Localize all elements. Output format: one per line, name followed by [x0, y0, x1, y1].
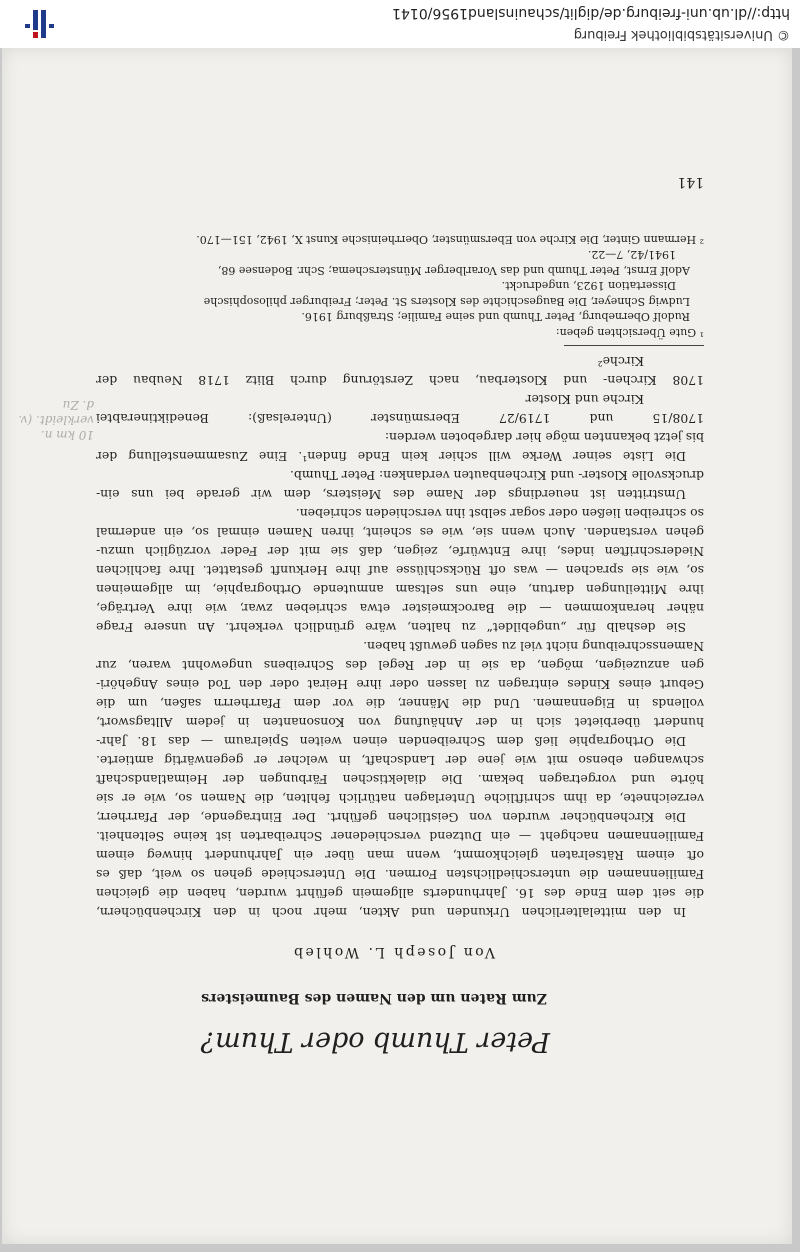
- article-subtitle: Zum Raten um den Namen des Baumeisters: [201, 990, 547, 1006]
- article-title: Peter Thumb oder Thum?: [200, 1026, 550, 1057]
- footnote-line: Dissertation 1923, ungedruckt.: [501, 279, 676, 293]
- body-line: Sie deshalb für „ungebildet“ zu halten, wäre gründlich verkehrt. An unsere Frage: [96, 620, 686, 635]
- page-number: 141: [677, 174, 704, 190]
- body-line: ihre Mitteilungen dartun, eine uns seltsam anmutende Orthographie, im allgemeinen: [96, 582, 704, 597]
- article-author: Von Joseph L. Wohleb: [291, 944, 495, 960]
- permalink-url[interactable]: http://dl.ub.uni-freiburg.de/diglit/schauinsland1956/0141: [392, 5, 790, 21]
- body-line: schwangen ebenso mit wie jene der Landschaft, in welcher er gegenwärtig amtierte.: [96, 753, 704, 768]
- body-line: Familiennamen nachgeht — ein Dutzend verschiedener Schreibarten ist keine Seltenheit.: [96, 829, 704, 844]
- body-line: In den mittelalterlichen Urkunden und Akten, mehr noch in den Kirchenbüchern,: [96, 905, 686, 920]
- body-line: drucksvolle Kloster- und Kirchenbauten verdanken: Peter Thumb.: [289, 468, 704, 483]
- body-line: Die Orthographie ließ dem Schreibenden einen weiten Spielraum — das 18. Jahr-: [96, 734, 686, 749]
- body-line: näher herankommen — die Barockmeister etwa schrieben zwar, wie ihre Verträge,: [96, 601, 704, 616]
- footnote-line: ¹ Gute Übersichten geben:: [555, 326, 704, 339]
- body-line: Kirche und Kloster: [525, 392, 644, 407]
- body-line: Die Kirchenbücher wurden von Geistlichen geführt. Der Eintragende, der Pfarrherr,: [96, 810, 686, 825]
- footnotes: [96, 232, 704, 341]
- footnote-line: ² Hermann Ginter, Die Kirche von Ebersmünster, Oberrheinische Kunst X, 1942, 151—170.: [196, 233, 704, 246]
- body-line: Familiennamen die unterschiedlichsten Formen. Die Unterschiede gehen so weit, daß es: [96, 867, 704, 882]
- body-line: bis jetzt bekannten möge hier dargeboten werden:: [384, 430, 704, 445]
- footnote-rule: [564, 345, 704, 346]
- body-line: vollends in Eigennamen. Und die Männer, die vor dem Pfarrherrn saßen, um die: [96, 696, 704, 711]
- body-line: so, wie sie sprachen — was oft Rückschlüsse auf ihre Herkunft gestattet. Ihre fachlichen: [96, 563, 704, 578]
- footnote-line: Rudolf Oberneburg, Peter Thumb und seine Familie; Straßburg 1916.: [301, 310, 690, 324]
- body-line: hörte und vorgetragen bekam. Die dialektischen Färbungen der Heimatlandschaft: [96, 772, 704, 787]
- body-line: 1708 Kirchen- und Klosterbau, nach Zerstörung durch Blitz 1718 Neubau der: [96, 373, 704, 388]
- body-line: verzeichnete, da ihm schriftliche Unterlagen natürlich fehlten, die Namen so, wie er sie: [96, 791, 704, 806]
- copyright-notice: © Universitätsbibliothek Freiburg: [573, 27, 790, 42]
- body-line: Geburt eines Kindes eintragen zu lassen oder ihre Heirat oder den Tod eines Angehöri-: [96, 677, 704, 692]
- body-line: hundert überbietet sich in der Anhäufung von Konsonanten in jedem Alltagswort,: [96, 715, 704, 730]
- footnote-line: 1941/42, 7—22.: [587, 248, 676, 262]
- footnote-line: Adolf Ernst, Peter Thumb und das Vorarlberger Münsterschema; Schr. Bodensee 68,: [217, 264, 690, 277]
- body-line: Kirche²: [597, 354, 644, 369]
- body-line: gehen verstanden. Auch wenn sie, wie es scheint, ihren Namen einmal so, ein andermal: [96, 525, 704, 540]
- margin-note: 10 km n. verkleidt. (v. d. Zu: [18, 398, 94, 442]
- body-line: Namensschreibung nicht viel zu sagen gewußt haben.: [363, 639, 704, 654]
- body-line: Die Liste seiner Werke will schier kein Ende finden¹. Eine Zusammenstellung der: [96, 449, 686, 464]
- body-line: oft einem Rätselraten gleichkommt, wenn man über ein Jahrhundert hinweg einem: [96, 848, 704, 863]
- article-body: [96, 352, 704, 922]
- footnote-line: Ludwig Schneyer, Die Baugeschichte des Klosters St. Peter; Freiburger philosophische: [203, 295, 690, 308]
- body-line: Umstritten ist neuerdings der Name des Meisters, dem wir gerade bei uns ein-: [96, 487, 686, 502]
- body-line: Niederschriften indes, ihre Entwürfe, zeigen, daß sie mit der Feder vorzüglich umzu-: [96, 544, 704, 559]
- body-line: 1708/15 und 1719/27 Ebersmünster (Unterelsaß): Benediktinerabtei: [96, 411, 704, 426]
- body-line: die seit dem Ende des 16. Jahrhunderts allgemein geführt wurden, haben die gleichen: [96, 886, 704, 901]
- body-line: gen anzuzeigen, mögen, da sie in der Regel des Schreibens ungewohnt waren, zur: [96, 658, 704, 673]
- body-line: so schreiben ließen oder sogar selbst ihn verschieden schrieben.: [295, 506, 704, 521]
